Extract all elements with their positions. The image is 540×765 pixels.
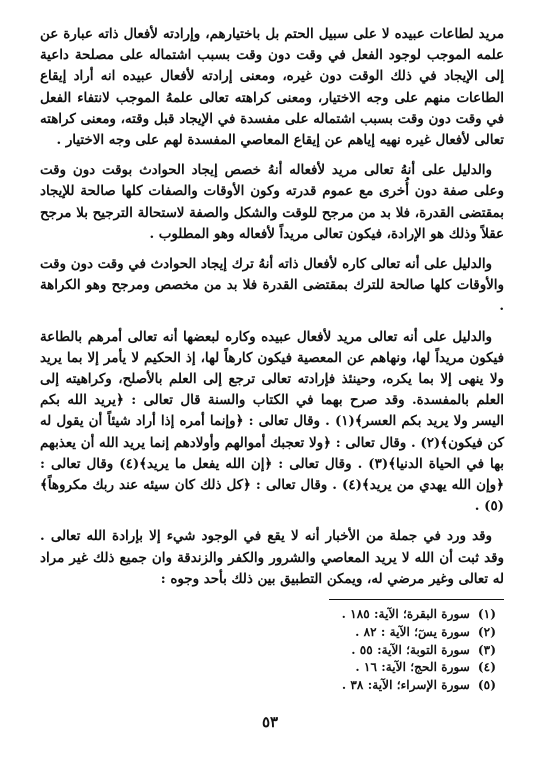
paragraph-2: [40, 160, 504, 245]
footnotes-list: [40, 606, 504, 695]
footnote-text: سورة الحج؛ الآية: ١٦ .: [355, 660, 470, 675]
paragraph-3-text: والدليل على أنه تعالى كاره لأفعال ذاته أنهُ ترك إيجاد الحوادث في وقت دون وقت والأوقات كلها صالحة للترك بمقتضى القدرة فلا بد من مخصص ومرجح وهو الكراهة .: [40, 256, 504, 315]
paragraph-3: [40, 254, 504, 318]
footnote-item: [40, 642, 496, 660]
paragraph-4-text: والدليل على أنه تعالى مريد لأفعال عبيده وكاره لبعضها أنه تعالى أمرهم بالطاعة فيكون مريداً لها، ونهاهم عن المعصية فيكون كارهاً لها، إذ الحكيم لا يأمر إلا بما يريد ولا ينهى إلا بما يكره، وحينئذ فإرادته تعالى ترجع إلى العلم بالأصلح، وكراهيته إلى العلم بالمفسدة. وقد صرح بهما في الكتاب والسنة قال تعالى : ﴿يريد الله بكم اليسر ولا يريد بكم العسر﴾(١) . وقال تعالى : ﴿وإنما أمره إذا أراد شيئاً أن يقول له كن فيكون﴾(٢) . وقال تعالى : ﴿ولا تعجبك أموالهم وأولادهم إنما يريد الله أن يعذبهم بها في الحياة الدنيا﴾(٣) . وقال تعالى : ﴿إن الله يفعل ما يريد﴾(٤) وقال تعالى : ﴿وإن الله يهدي من يريد﴾(٤) . وقال تعالى : ﴿كل ذلك كان سيئه عند ربك مكروهاً﴾(٥) .: [40, 328, 504, 515]
paragraph-4: [40, 327, 504, 518]
footnote-item: [40, 624, 496, 642]
paragraph-1: مريد لطاعات عبيده لا على سبيل الحتم بل باختيارهم، وإرادته لأفعال ذاته عبارة عن علمه الموجب لوجود الفعل في وقت دون وقت بسبب اشتماله على مصلحة داعية إلى الإيجاد في ذلك الوقت دون غيره، ومعنى إرادته لأفعال عبيده انه أراد إيقاع الطاعات منهم على وجه الاختيار، ومعنى كراهته تعالى علمهُ الموجب لانتفاء الفعل في وقت دون وقت بسبب اشتماله على مفسدة في الإيجاد قبل وقته، ومعنى كراهته تعالى لأفعال غيره نهيه إياهم عن إيقاع المعاصي المفسدة لهم على وجه الاختيار .: [40, 26, 504, 149]
footnote-text: سورة الإسراء؛ الآية: ٣٨ .: [341, 678, 470, 693]
paragraph-5: [40, 526, 504, 590]
footnote-item: [40, 677, 496, 695]
footnote-text: سورة يسٓ؛ الآية : ٨٢ .: [355, 624, 470, 639]
footnote-text: سورة التوبة؛ الآية: ٥٥ .: [351, 642, 470, 657]
footnote-item: [40, 606, 496, 624]
paragraph-5-text: وقد ورد في جملة من الأخبار أنه لا يقع في الوجود شيء إلا بإرادة الله تعالى . وقد ثبت أن الله لا يريد المعاصي والشرور والكفر والزندقة وان جميع ذلك غير مراد له تعالى وغير مرضي له، ويمكن التطبيق بين ذلك بأحد وجوه :: [40, 528, 504, 587]
footnote-item: [40, 659, 496, 677]
footnote-number: (٣): [477, 642, 496, 657]
body-text: [40, 24, 504, 590]
footnote-number: (٥): [477, 678, 496, 693]
footnote-number: (٢): [477, 624, 496, 639]
footnote-number: (٤): [477, 660, 496, 675]
page-number: ٥٣: [261, 713, 279, 731]
footnote-text: سورة البقرة؛ الآية: ١٨٥ .: [341, 607, 470, 622]
footnote-number: (١): [477, 607, 496, 622]
paragraph-2-text: والدليل على أنهُ تعالى مريد لأفعاله أنهُ خصص إيجاد الحوادث بوقت دون وقت وعلى صفة دون أُخرى مع عموم قدرته وكون الأوقات والصفات كلها صالحة للإيجاد بمقتضى القدرة، فلا بد من مرجح للوقت والشكل والصفة لاستحالة الترجيح بلا مرجح عقلاً وذلك هو الإرادة، فيكون تعالى مريداً لأفعاله وهو المطلوب .: [40, 162, 504, 242]
footnote-divider: [329, 599, 504, 600]
